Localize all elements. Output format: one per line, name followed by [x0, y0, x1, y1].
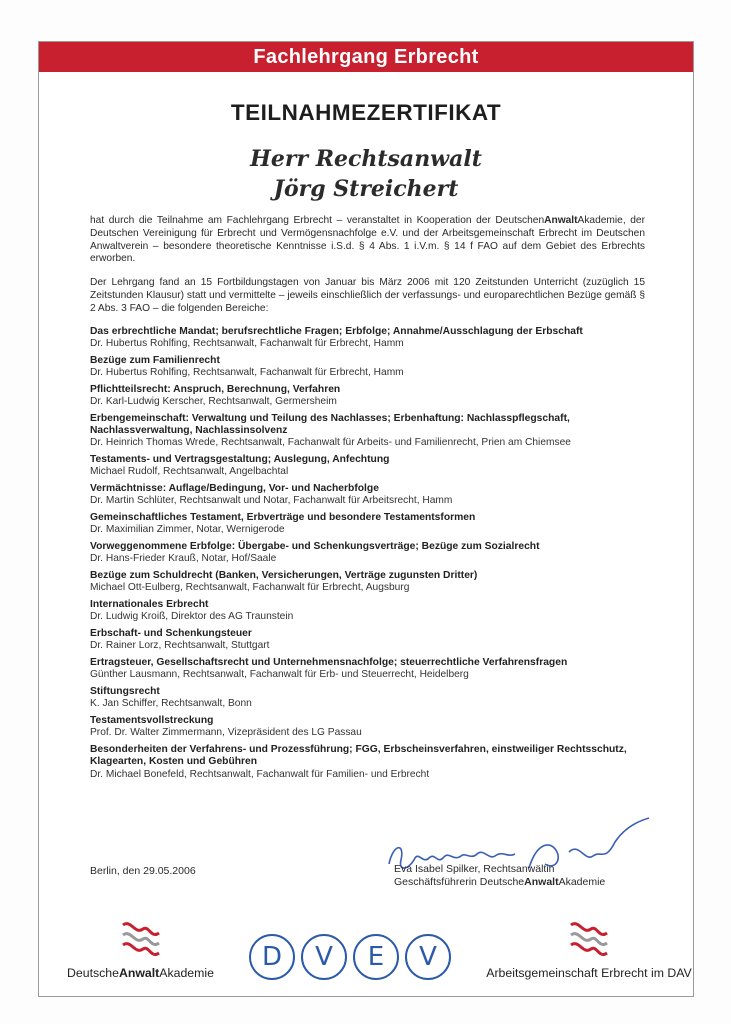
intro-text-start: hat durch die Teilnahme am Fachlehrgang Erbrecht – veranstaltet in Kooperation der Deutschen [90, 215, 545, 226]
course-title: Testamentsvollstreckung [90, 715, 214, 727]
arbeitsgemeinschaft-erbrecht-logo [479, 917, 699, 980]
course-title: Vorweggenommene Erbfolge: Übergabe- und Schenkungsverträge; Bezüge zum Sozialrecht [90, 541, 540, 553]
logo-left-text-start: Deutsche [67, 966, 119, 980]
course-item [90, 599, 650, 623]
dvev-letter: V [301, 934, 347, 980]
course-title: Bezüge zum Schuldrecht (Banken, Versicherungen, Verträge zugunsten Dritter) [90, 570, 478, 582]
course-item [90, 512, 650, 536]
course-title: Vermächtnisse: Auflage/Bedingung, Vor- und Nacherbfolge [90, 483, 379, 495]
course-item [90, 686, 650, 710]
deutsche-anwalt-akademie-logo [53, 917, 228, 980]
course-item [90, 657, 650, 681]
course-item [90, 384, 650, 408]
dvev-letter: E [353, 934, 399, 980]
course-title: Pflichtteilsrecht: Anspruch, Berechnung, Verfahren [90, 384, 341, 395]
course-item [90, 541, 650, 565]
course-lecturer: Dr. Hans-Frieder Krauß, Notar, Hof/Saale [90, 553, 277, 565]
course-item [90, 744, 650, 781]
signer-title-end: Akademie [558, 876, 606, 888]
course-lecturer: Dr. Ludwig Kroiß, Direktor des AG Traunstein [90, 611, 294, 623]
course-banner: Fachlehrgang Erbrecht [39, 42, 693, 72]
course-item [90, 413, 650, 450]
course-lecturer: Günther Lausmann, Rechtsanwalt, Fachanwalt für Erb- und Steuerrecht, Heidelberg [90, 669, 469, 681]
dvev-logo [249, 934, 451, 980]
course-lecturer: Dr. Hubertus Rohlfing, Rechtsanwalt, Fachanwalt für Erbrecht, Hamm [90, 338, 404, 350]
course-title: Erbschaft- und Schenkungsteuer [90, 628, 252, 640]
course-item [90, 454, 650, 478]
logo-right-text: Arbeitsgemeinschaft Erbrecht im DAV [486, 966, 692, 980]
place-and-date: Berlin, den 29.05.2006 [90, 865, 196, 877]
recipient-name: Jörg Streichert [273, 176, 459, 202]
course-title: Bezüge zum Familienrecht [90, 355, 220, 366]
course-item [90, 355, 650, 379]
signer-title-start: Geschäftsführerin Deutsche [394, 876, 525, 888]
course-lecturer: Dr. Karl-Ludwig Kerscher, Rechtsanwalt, Germersheim [90, 396, 337, 408]
course-lecturer: Prof. Dr. Walter Zimmermann, Vizepräsident des LG Passau [90, 727, 362, 739]
course-item [90, 326, 650, 350]
course-title: Internationales Erbrecht [90, 599, 209, 611]
wave-logo-icon [565, 917, 613, 959]
course-lecturer: Dr. Rainer Lorz, Rechtsanwalt, Stuttgart [90, 640, 270, 652]
dvev-letter: V [405, 934, 451, 980]
dvev-letter: D [249, 934, 295, 980]
course-title: Ertragsteuer, Gesellschaftsrecht und Unternehmensnachfolge; steuerrechtliche Verfahrensfragen [90, 657, 568, 669]
course-item [90, 483, 650, 507]
course-lecturer: Dr. Martin Schlüter, Rechtsanwalt und Notar, Fachanwalt für Arbeitsrecht, Hamm [90, 495, 453, 507]
course-description-paragraph: Der Lehrgang fand an 15 Fortbildungstagen von Januar bis März 2006 mit 120 Zeitstunden Unterricht (zuzüglich 15 Zeitstunden Klausur) statt und vermittelte – jeweils einschließlich der verfassungs- und europarechtlichen Bezüge gemäß § 2 Abs. 3 FAO – die folgenden Bereiche: [90, 277, 645, 314]
course-title: Stiftungsrecht [90, 686, 160, 698]
course-lecturer: Dr. Maximilian Zimmer, Notar, Wernigerode [90, 524, 285, 536]
course-title: Testaments- und Vertragsgestaltung; Auslegung, Anfechtung [90, 454, 390, 466]
intro-paragraph [90, 215, 645, 266]
logo-left-text-end: Akademie [159, 966, 214, 980]
course-title: Besonderheiten der Verfahrens- und Prozessführung; FGG, Erbscheinsverfahren, einstweiliger Rechtsschutz, Klagearten, Kosten und Gebühren [90, 744, 627, 768]
logo-left-text [53, 966, 228, 980]
course-lecturer: Dr. Hubertus Rohlfing, Rechtsanwalt, Fachanwalt für Erbrecht, Hamm [90, 367, 404, 379]
course-lecturer: Dr. Michael Bonefeld, Rechtsanwalt, Fachanwalt für Familien- und Erbrecht [90, 768, 430, 780]
certificate-title: TEILNAHMEZERTIFIKAT [230, 100, 502, 125]
course-lecturer: Michael Ott-Eulberg, Rechtsanwalt, Fachanwalt für Erbrecht, Augsburg [90, 582, 410, 594]
course-list [90, 326, 650, 785]
course-item [90, 570, 650, 594]
intro-text-bold: Anwalt [544, 215, 578, 226]
logo-left-text-bold: Anwalt [118, 966, 160, 980]
signer-block [394, 863, 605, 889]
intro-text-end: Akademie, der Deutschen Vereinigung für Erbrecht und Vermögensnachfolge e.V. und der Arbeitsgemeinschaft Erbrecht im Deutschen Anwaltverein – besondere theoretische Kenntnisse i.S.d. § 4 Abs. 1 i.V.m. § 14 f FAO auf dem Gebiet des Erbrechts erworben. [90, 215, 645, 265]
signer-title-bold: Anwalt [524, 876, 559, 888]
signer-title [394, 876, 605, 889]
signer-name: Eva Isabel Spilker, Rechtsanwältin [394, 863, 555, 875]
course-title: Das erbrechtliche Mandat; berufsrechtliche Fragen; Erbfolge; Annahme/Ausschlagung der Erbschaft [90, 326, 583, 337]
wave-logo-icon [117, 917, 165, 959]
course-title: Gemeinschaftliches Testament, Erbverträge und besondere Testamentsformen [90, 512, 476, 524]
course-lecturer: K. Jan Schiffer, Rechtsanwalt, Bonn [90, 698, 252, 710]
certificate-frame [38, 41, 694, 997]
recipient-salutation: Herr Rechtsanwalt [250, 146, 482, 172]
course-lecturer: Michael Rudolf, Rechtsanwalt, Angelbachtal [90, 466, 289, 478]
course-lecturer: Dr. Heinrich Thomas Wrede, Rechtsanwalt, Fachanwalt für Arbeits- und Familienrecht, Prien am Chiemsee [90, 437, 571, 449]
course-item [90, 628, 650, 652]
course-title: Erbengemeinschaft: Verwaltung und Teilung des Nachlasses; Erbenhaftung: Nachlasspflegschaft, Nachlassverwaltung, Nachlassinsolvenz [90, 413, 570, 437]
course-item [90, 715, 650, 739]
